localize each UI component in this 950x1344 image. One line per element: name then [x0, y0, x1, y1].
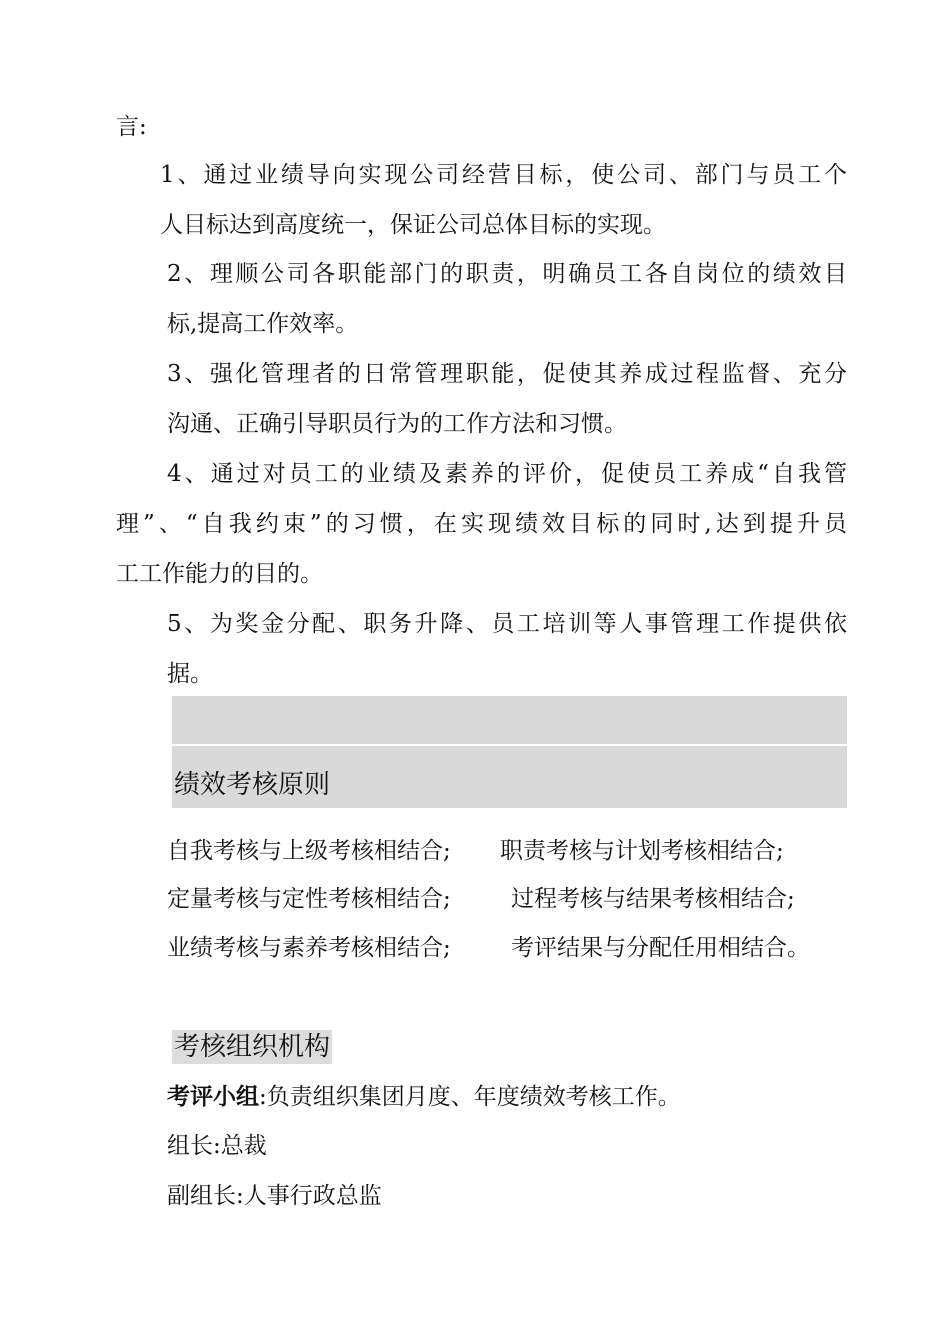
leader-line: 组长:总裁 [167, 1133, 267, 1159]
objective-3-line-1: 3、强化管理者的日常管理职能，促使其养成过程监督、充分 [167, 361, 847, 387]
principles-heading: 绩效考核原则 [174, 770, 331, 800]
principle-row-2-right: 过程考核与结果考核相结合; [511, 886, 795, 912]
objective-1-line-2: 人目标达到高度统一，保证公司总体目标的实现。 [160, 212, 666, 238]
group-line [167, 1082, 681, 1112]
objective-2-line-1: 2、理顺公司各职能部门的职责，明确员工各自岗位的绩效目 [167, 261, 847, 287]
principle-row-3-left: 业绩考核与素养考核相结合; [167, 935, 451, 961]
deputy-line: 副组长:人事行政总监 [167, 1183, 382, 1209]
objective-4-line-2: 理”、“自我约束”的习惯，在实现绩效目标的同时,达到提升员 [116, 511, 847, 537]
organization-heading: 考核组织机构 [174, 1032, 331, 1062]
objective-5-line-1: 5、为奖金分配、职务升降、员工培训等人事管理工作提供依 [167, 611, 847, 637]
objective-2-line-2: 标,提高工作效率。 [167, 311, 359, 337]
group-label: 考评小组 [167, 1083, 259, 1110]
principle-row-3-right: 考评结果与分配任用相结合。 [511, 935, 810, 961]
intro-tail: 言: [116, 114, 147, 140]
objective-3-line-2: 沟通、正确引导职员行为的工作方法和习惯。 [167, 411, 627, 437]
group-desc: :负责组织集团月度、年度绩效考核工作。 [259, 1084, 681, 1110]
section-band-top [172, 696, 847, 744]
objective-1-line-1: 1、通过业绩导向实现公司经营目标，使公司、部门与员工个 [160, 162, 847, 188]
objective-4-line-1: 4、通过对员工的业绩及素养的评价，促使员工养成“自我管 [167, 461, 847, 487]
principle-row-2-left: 定量考核与定性考核相结合; [167, 886, 451, 912]
objective-5-line-2: 据。 [167, 661, 213, 687]
principle-row-1-right: 职责考核与计划考核相结合; [500, 838, 784, 864]
principle-row-1-left: 自我考核与上级考核相结合; [167, 838, 451, 864]
objective-4-line-3: 工工作能力的目的。 [116, 561, 323, 587]
